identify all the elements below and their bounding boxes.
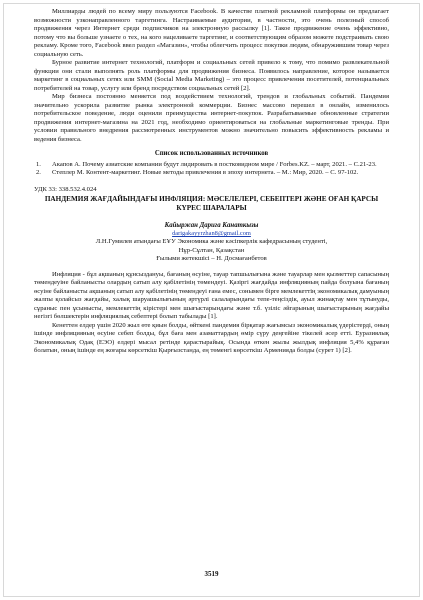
article-body	[34, 271, 389, 356]
body-paragraph: Мир бизнеса постоянно меняется под воздействием технологий, трендов и глобальных событий. Пандемия значительно ускорила развитие рынка электронной коммерции. Бизнес массово перешел в онлайн, изменилось потребительское поведение, люди оценили преимущества интернет-покупок. Разрабатываемые обновленные стратегии продвижения интернет-магазина на 2021 год, необходимо ориентироваться на глобальные маркетинговые тренды. При условии правильного внедрения рассмотренных инструментов можно значительно повысить эффективность рекламы и ведения бизнеса.	[34, 93, 389, 143]
author-name: Кайыржан Дарига Канаткызы	[164, 221, 259, 229]
reference-number: 2.	[36, 169, 41, 176]
body-paragraph: Миллиарды людей по всему миру пользуются Facebook. В качестве платной рекламной платформы он предлагает возможности узконаправленного таргетинга. Настраиваемые аудитории, в частности, это очень полезный способ продвижения через Интернет среди подписчиков на электронную рассылку [1]. Такое продвижение очень эффективно, потому что вы больше узнаете о тех, на кого нацеливаете таргетинг, и соответствующим образом можете подстраивать свою рекламу. Кроме того, Facebook ввел раздел «Магазин», чтобы облегчить процесс покупки людям, обнаружившим товар через социальную сеть.	[34, 8, 389, 58]
reference-item	[34, 161, 389, 170]
article-title: ПАНДЕМИЯ ЖАҒДАЙЫНДАҒЫ ИНФЛЯЦИЯ: МӘСЕЛЕЛЕРІ, СЕБЕПТЕРІ ЖӘНЕ ОҒАН ҚАРСЫ КҮРЕС ШАРАЛАРЫ	[44, 195, 379, 212]
page-number: 3519	[204, 570, 219, 578]
scientific-advisor: Ғылыми жетекшісі – Н. Досмағанбетов	[156, 255, 267, 263]
references-heading: Список использованных источников	[154, 150, 269, 157]
udk-code: УДК 33: 338.532.4.024	[34, 185, 97, 193]
author-affiliation: Л.Н.Гумилев атындағы ЕҰУ Экономика және кәсіпкерлік кафедрасының студенті,	[95, 238, 328, 246]
body-paragraph: Инфляция - бұл ақшаның құнсыздануы, бағаның өсуіне, тауар тапшылығына және тауарлар мен қызметтер сапасының төмендеуіне байланысты олардың сатып алу қабілетінің төмендеуі. Қазіргі жағдайда инфляцияның пайда болуына бағаның өсуіне байланысты ақшаның сатып алу қабілетінің төмендеуі ғана емес, сонымен бірге мемлекеттің экономикалық дамуының жалпы қолайсыз жағдайы, халық шаруашылығының әртүрлі салаларындағы тепе-теңсіздік, ауыл жинақтау мен тұтынуды, сұраныс пен ұсынысты, мемлекеттің кірістері мен шығыстарындағы және т.б. үзіліс әйгарының шығыстарының жағдайы негізгі бөлшектерін инфляциялық себептері болып табылады [1].	[34, 270, 389, 321]
author-location: Нұр-Сұлтан, Қазақстан	[178, 246, 245, 254]
article-continuation	[34, 8, 389, 144]
reference-text: Степлер М. Контент-маркетинг. Новые методы привлечения в эпоху интернета. – М.: Мир, 2020. – С. 97-102.	[52, 169, 359, 176]
author-email-link[interactable]: darigakayyrzhan8@gmail.com	[172, 230, 251, 238]
reference-number: 1.	[36, 160, 41, 168]
reference-text: Акапов А. Почему азиатские компании будут лидировать в постковидном мире / Forbes.KZ. – март, 2021. – С.21-23.	[52, 160, 377, 168]
reference-item	[34, 169, 389, 178]
body-paragraph: Бурное развитие интернет технологий, платформ и социальных сетей привело к тому, что помимо развлекательной функции они стали выполнять роль платформы для продвижения бизнеса. Появилось направление, которое называется маркетинг в социальных сетях или SMM (Social Media Marketing) – это процесс привлечения посетителей, потенциальных потребителей на товар, услугу или бренд посредством социальных сетей [2].	[34, 59, 389, 92]
body-paragraph: Кенеттен елдер үшін 2020 жыл өте қиын болды, өйткені пандемия бірқатар жағымсыз экономикалық үдерістерді, оның ішінде инфляцияның өсуіне себеп болды, бұл баға мен азаматтардың өмір сүру деңгейіне тікелей әсер етті. Еуразиялық Экономикалық Одақ (ЕЭО) елдері мысал ретінде қарастырайық. Осында өткен жылы жылдық инфляция 5,4% құраған болатын, оның ішінде ең жоғары көрсеткіш Қырғызстанда, ең төменгі көрсеткіш Арменияда болды (сурет 1) [2].	[34, 321, 389, 355]
